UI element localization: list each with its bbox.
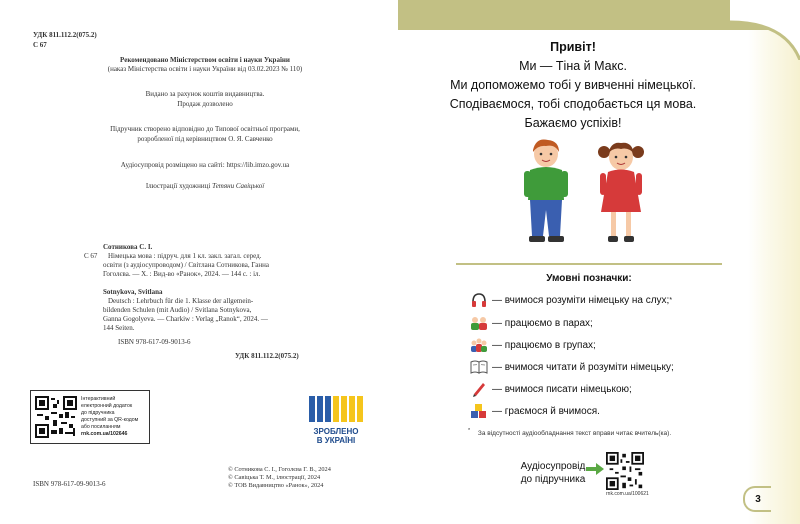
biblio-de-3: Ganna Gogolyeva. — Charkiw : Verlag „Ranok“, 2024. —	[103, 315, 268, 323]
isbn-mid: ISBN 978-617-09-9013-6	[118, 338, 191, 346]
class-code-mid: С 67	[84, 252, 98, 260]
audio-qr-code[interactable]	[606, 452, 644, 490]
pencil-icon	[470, 380, 488, 398]
legend-item-pairs	[470, 314, 593, 332]
legend-item-writing	[470, 380, 632, 398]
recommended-line-2: (наказ Міністерства освіти і науки України від 03.02.2023 № 110)	[107, 65, 303, 73]
headphones-icon	[470, 291, 488, 309]
isbn-bottom: ISBN 978-617-09-9013-6	[33, 480, 106, 488]
footnote-mark: *	[468, 428, 471, 434]
legend-item-listening	[470, 291, 672, 309]
qr-box-line-2: електронний додаток	[81, 403, 133, 409]
greeting-line-4: Сподіваємося, тобі сподобається ця мова.	[449, 97, 697, 111]
boy-max-illustration	[518, 138, 574, 246]
greeting-line-5: Бажаємо успіхів!	[524, 116, 622, 130]
made-in-ukraine-logo	[305, 396, 367, 445]
qr-box-link[interactable]: rnk.com.ua/102646	[81, 431, 128, 437]
audio-qr-url[interactable]: rnk.com.ua/100621	[606, 491, 649, 497]
legend-footnote-mark: *	[669, 296, 673, 304]
copyright-1: © Сотникова С. І., Гоголєва Г. В., 2024	[228, 466, 331, 473]
biblio-de-1: Deutsch : Lehrbuch für die 1. Klasse der allgemein-	[108, 297, 254, 305]
greeting-line-3: Ми допоможемо тобі у вивченні німецької.	[450, 78, 696, 92]
author-ua: Сотникова С. І.	[103, 243, 153, 251]
blocks-icon	[470, 402, 488, 420]
audio-label-line-2: до підручника	[520, 474, 586, 485]
footnote	[468, 428, 671, 437]
audio-label-line-1: Аудіосупровід	[520, 461, 586, 472]
class-code-top: С 67	[33, 41, 47, 49]
illustrations-prefix: Ілюстрації художниці	[145, 182, 211, 190]
biblio-ua-3: Гоголєва. — Х. : Вид-во «Ранок», 2024. — 144 с. : іл.	[103, 270, 261, 278]
greeting-title: Привіт!	[550, 40, 596, 54]
copyright-2: © Савіцька Т. М., ілюстрації, 2024	[228, 474, 321, 481]
recommended-line-1: Рекомендовано Міністерством освіти і науки України	[120, 56, 290, 64]
pair-icon	[470, 314, 488, 332]
legend-text-pairs: — працюємо в парах;	[492, 317, 593, 329]
page-number: 3	[743, 486, 771, 512]
legend-text-listening: — вчимося розуміти німецьку на слух;	[492, 294, 670, 306]
udk-bottom: УДК 811.112.2(075.2)	[235, 352, 299, 360]
made-in-line-2: В УКРАЇНІ	[316, 436, 356, 445]
author-de: Sotnykova, Svitlana	[103, 288, 163, 296]
arrow-right-icon	[586, 463, 604, 475]
flag-stripes-icon	[305, 396, 367, 422]
legend-text-groups: — працюємо в групах;	[492, 339, 596, 351]
program-line-1: Підручник створено відповідно до Типової освітньої програми,	[110, 125, 300, 133]
made-in-line-1: ЗРОБЛЕНО	[313, 427, 359, 436]
legend-item-groups	[470, 336, 596, 354]
audio-label	[514, 460, 592, 486]
group-icon	[470, 336, 488, 354]
biblio-ua-1: Німецька мова : підруч. для 1 кл. закл. загал. серед.	[108, 252, 262, 260]
biblio-de-4: 144 Seiten.	[103, 324, 135, 332]
girl-tina-illustration	[596, 140, 646, 246]
audio-site: Аудіосупровід розміщено на сайті: https://lib.imzo.gov.ua	[120, 161, 290, 169]
legend-text-playing: — граємося й вчимося.	[492, 405, 600, 417]
legend-title: Умовні позначки:	[546, 273, 632, 284]
legend-item-playing	[470, 402, 600, 420]
edge-stripe	[748, 30, 800, 524]
illustrations-line	[60, 182, 350, 191]
greeting-line-2: Ми — Тіна й Макс.	[519, 59, 627, 73]
footnote-text: За відсутності аудіообладнання текст вправи читає вчитель(ка).	[477, 430, 672, 438]
qr-box-line-3: до підручника	[81, 410, 115, 416]
legend-divider	[456, 263, 722, 265]
legend-text-writing: — вчимося писати німецькою;	[492, 383, 632, 395]
left-page	[0, 0, 398, 524]
qr-box-line-4: доступний за QR-кодом	[81, 417, 139, 423]
illustrator-name: Тетяни Савіцької	[212, 182, 265, 190]
qr-box-line-5: або посиланням	[81, 424, 121, 430]
biblio-ua-2: освіти (з аудіосупроводом) / Світлана Сотникова, Ганна	[103, 261, 269, 269]
biblio-de-2: bildenden Schulen (mit Audio) / Svitlana Sotnykova,	[103, 306, 252, 314]
copyright-3: © ТОВ Видавництво «Ранок», 2024	[228, 482, 324, 489]
udk-top: УДК 811.112.2(075.2)	[33, 31, 97, 39]
program-line-2: розробленої під керівництвом О. Я. Савченко	[137, 135, 273, 143]
right-page	[398, 0, 800, 524]
qr-box-line-1: Інтерактивний	[81, 396, 116, 402]
legend-text-reading: — вчимося читати й розуміти німецьку;	[492, 361, 674, 373]
interactive-qr-code[interactable]	[35, 396, 77, 438]
book-icon	[470, 358, 488, 376]
funded-line-2: Продаж дозволено	[177, 100, 233, 108]
interactive-qr-box	[30, 390, 150, 444]
funded-line-1: Видано за рахунок коштів видавництва.	[145, 90, 265, 98]
legend-item-reading	[470, 358, 674, 376]
